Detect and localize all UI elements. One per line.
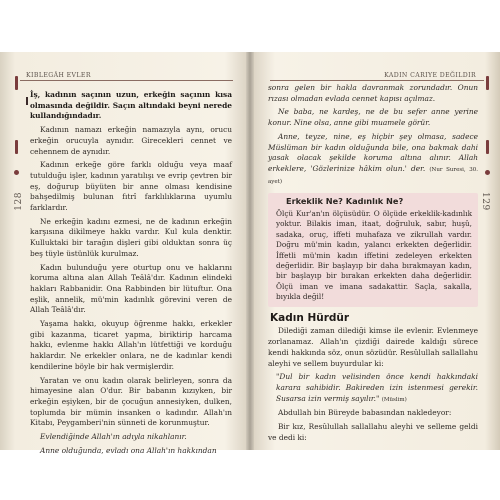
paragraph: Ne erkeğin kadını ezmesi, ne de kadının erkeğin karşısına dikilmeye hakkı vardır. Kul kula denktir. Kulluktaki bir tarağın dişleri gibi olduktan sonra üç beş tüyle üstünlük kurulmaz.: [30, 216, 232, 258]
paragraph-marker: [26, 97, 28, 105]
paragraph: Kadının erkeğe göre farklı olduğu veya maaf tutulduğu işler, kadının yaratılışı ve evrip çevtren bir eş, doğurup büyüten bir anne olması kendisine bahşedilmiş bulunan fıtrî farklılıklarına uyumlu farklardır.: [30, 160, 232, 213]
highlight-box: [268, 193, 478, 306]
quote-text: "Dul bir kadın velisinden önce kendi hakkındaki karara sahibidir. Bakireden izin istenmesi gerekir. Susarsa izin vermiş sayılır.": [276, 372, 478, 403]
paragraph: sonra gelen bir hakla davranmak zorundadır. Onun rızası olmadan evlada cennet kapısı açılmaz.: [268, 83, 478, 103]
page-number: 129: [480, 192, 490, 211]
paragraph: İş, kadının saçının uzun, erkeğin saçının kısa olmasında değildir. Saçın altındaki beyni nerede kullandığındadır.: [30, 90, 232, 121]
box-title: Erkeklik Ne? Kadınlık Ne?: [286, 196, 404, 207]
page-number: 128: [14, 192, 24, 211]
paragraph: Ne baba, ne kardeş, ne de bu sefer anne yerine konur. Nine olsa, anne gibi muamele görür.: [268, 107, 478, 128]
section-title: Kadın Hürdür: [270, 311, 350, 324]
running-head: KIBLEGÂH EVLER: [26, 72, 91, 79]
header-rule: [20, 80, 233, 81]
margin-ornament: [14, 170, 19, 175]
left-page-body: [30, 90, 232, 460]
paragraph-text: Anne, teyze, nine, eş hiçbir şey olmasa, sadece Müslüman bir kadın olduğunda bile, ona bakmak dahi yasak olacak şekilde koruma altına alınır. Allah erkeklere, 'Gözlerinize hâkim olun.' der.: [268, 131, 478, 173]
paragraph: [268, 132, 478, 188]
right-page: [252, 52, 500, 450]
paragraph: Yaratan ve onu kadın olarak belirleyen, sonra da himayesine alan O'dur. Bir babanın kızıyken, bir erkeğin eşiyken, bir de çocuğun annesiyken, dulken, toplumda bir mümin insanken o kadındır. Allah'ın Kitabı, Peygamberi'nin sünneti de korunmuştur.: [30, 375, 232, 428]
margin-ornament: [486, 140, 489, 154]
left-page: [0, 52, 248, 455]
paragraph: Anne olduğunda, evladı ona Allah'ın hakkından: [40, 445, 217, 455]
paragraph: Bir kız, Resûlullah sallallahu aleyhi ve selleme geldi ve dedi ki:: [268, 422, 478, 442]
right-page-body: [268, 83, 478, 446]
source-citation: (Nur Suresi, 30. ayet): [268, 166, 478, 185]
running-head: KADIN CARIYE DEĞILDIR: [384, 72, 476, 79]
paragraph: Yaşama hakkı, okuyup öğrenme hakkı, erkekler gibi kazanma, ticaret yapma, biriktirip harcama hakkı, evlenme hakkı Allah'ın lütfettiği ve korduğu haklardır. Ne erkekler onlara, ne de kadınlar kendi kendilerine böyle bir hak vermişlerdir.: [30, 319, 232, 371]
margin-ornament: [15, 140, 18, 154]
margin-ornament: [486, 76, 489, 90]
paragraph: Abdullah bin Büreyde babasından nakledeyor:: [278, 408, 452, 418]
margin-ornament: [485, 170, 490, 175]
header-rule: [270, 80, 484, 81]
open-book: [0, 52, 500, 455]
box-text: Ölçü Kur'an'ın ölçüsüdür. O ölçüde erkeklik-kadınlık yoktur. Bilakis iman, itaat, doğruluk, sabır, huşû, sadaka, oruç, iffeti muhafaza ve zikrullah vardır. Doğru mü'min kadın, yalancı erkekten değerlidir. İffetli mü'min kadın iffetini zedeleyen erkekten değerlidir. Bir başlayıp bir daha bırakmayan kadın, bir başlayıp bir bırakan erkekten daha değerlidir. Ölçü iman ve imana sadakattir. Saçla, sakalla, bıyıkla değil!: [276, 209, 472, 302]
source-citation: (Müslim): [381, 396, 407, 403]
paragraph: Evlendiğinde Allah'ın adıyla nikahlanır.: [40, 432, 187, 442]
margin-ornament: [15, 76, 18, 90]
paragraph: Kadının namazı erkeğin namazıyla aynı, orucu erkeğin orucuyla aynıdır. Girecekleri cennet ve cehennem de aynıdır.: [30, 125, 232, 156]
paragraph: Kadın bulunduğu yere oturtup onu ve haklarını koruma altına alan Allah Teâlâ'dır. Kadının elindeki hakları Rabbanidir. Ona Rabbinden bir lütuftur. Ona eşlik, annelik, mü'min kadınlık görevini veren de Allah Teâlâ'dır.: [30, 262, 232, 315]
quote: [268, 372, 478, 405]
paragraph: Dilediği zaman dilediği kimse ile evlenir. Evlenmeye zorlanamaz. Allah'ın çizdiği dairede kaldığı sürece kendi hakkında söz, onun sözüdür. Resûlullah sallallahu aleyhi ve sellem buyurdular ki:: [268, 326, 478, 368]
